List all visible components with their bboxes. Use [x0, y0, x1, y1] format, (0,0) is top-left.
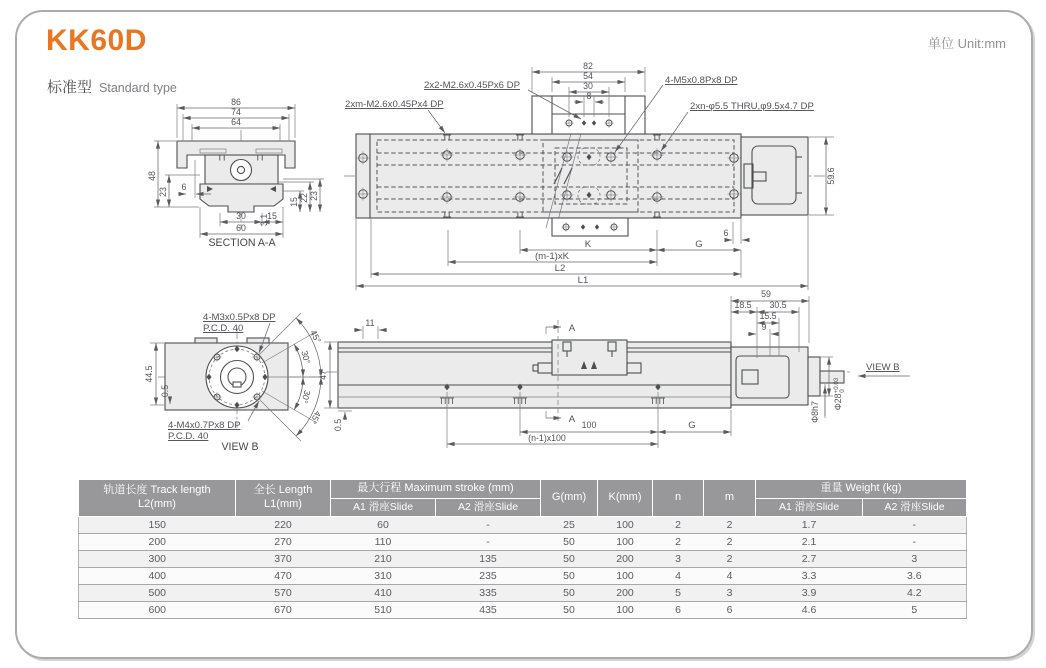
table-cell: 2	[704, 533, 756, 550]
table-row	[79, 567, 967, 584]
table-cell: 5	[863, 601, 967, 618]
angle-label: 30°	[299, 349, 313, 365]
dim-label: (m-1)xK	[534, 251, 570, 262]
table-cell: 3.9	[756, 584, 863, 601]
col-max-stroke: 最大行程 Maximum stroke (mm)	[331, 480, 541, 499]
table-cell: 2	[704, 516, 756, 533]
table-cell: 6	[653, 601, 704, 618]
dim-label: 30	[236, 211, 246, 221]
table-cell: -	[863, 533, 967, 550]
table-cell: 500	[79, 584, 236, 601]
table-cell: 2.7	[756, 550, 863, 567]
col-track-length: 轨道长度 Track length L2(mm)	[79, 480, 236, 517]
col-weight-a1: A1 滑座Slide	[756, 498, 863, 516]
table-cell: -	[436, 533, 541, 550]
shaft-diameter-label: Φ8h7	[810, 401, 820, 423]
col-weight: 重量 Weight (kg)	[756, 480, 967, 499]
dim-label: 15	[289, 197, 299, 207]
table-cell: 470	[236, 567, 331, 584]
dim-label: 0.5	[160, 384, 170, 398]
dim-label: 100	[581, 420, 597, 430]
table-cell: 3	[653, 550, 704, 567]
table-row	[79, 601, 967, 618]
dim-label: K	[584, 239, 592, 250]
table-cell: 60	[331, 516, 436, 533]
angle-label: 45°	[308, 409, 324, 426]
table-cell: 4	[653, 567, 704, 584]
col-stroke-a2: A2 滑座Slide	[436, 498, 541, 516]
table-cell: 200	[598, 550, 653, 567]
table-body	[79, 516, 967, 618]
dim-label: 15	[267, 211, 277, 221]
col-total-length: 全长 Length L1(mm)	[236, 480, 331, 517]
table-cell: 25	[541, 516, 598, 533]
table-cell: 220	[236, 516, 331, 533]
col-m: m	[704, 480, 756, 517]
table-cell: 100	[598, 567, 653, 584]
dim-label: 82	[583, 61, 593, 71]
dim-label: 6	[723, 228, 729, 238]
dim-label: 9	[761, 322, 767, 332]
col-g: G(mm)	[541, 480, 598, 517]
subtitle-cn: 标准型	[47, 79, 93, 96]
thread-callout: 2x2-M2.6x0.45Px6 DP	[424, 80, 520, 91]
dim-label: 23	[309, 191, 319, 201]
dim-label: 64	[231, 117, 241, 127]
dim-label: 59.6	[826, 167, 836, 185]
subtitle-en: Standard type	[99, 81, 177, 95]
dim-label: 22	[299, 193, 309, 203]
col-n: n	[653, 480, 704, 517]
table-cell: 435	[436, 601, 541, 618]
table-cell: 370	[236, 550, 331, 567]
hole-callout: 2xn-φ5.5 THRU,φ9.5x4.7 DP	[690, 101, 814, 112]
dim-label: G	[695, 239, 703, 250]
dim-label: (n-1)x100	[528, 433, 566, 443]
dim-label: 54	[583, 71, 593, 81]
table-cell: 150	[79, 516, 236, 533]
shaft-diameter-label: $\Phi 28^{+0.03}0$	[832, 377, 847, 411]
dim-label: 44.5	[144, 365, 154, 383]
dim-label: 30.5	[769, 300, 787, 310]
table-cell: 510	[331, 601, 436, 618]
end-view-drawing	[731, 289, 910, 423]
table-cell: 2	[653, 533, 704, 550]
col-weight-a2: A2 滑座Slide	[863, 498, 967, 516]
dim-label: 0.5	[333, 418, 343, 432]
view-b-flange-drawing	[144, 312, 323, 453]
section-caption: SECTION A-A	[208, 237, 276, 249]
table-cell: -	[863, 516, 967, 533]
pcd-label: P.C.D. 40	[168, 431, 209, 442]
table-cell: 50	[541, 550, 598, 567]
table-cell: 410	[331, 584, 436, 601]
table-row	[79, 516, 967, 533]
thread-callout: 4-M3x0.5Px8 DP	[203, 312, 276, 323]
dim-label: 18.5	[734, 300, 752, 310]
dim-label: 48	[147, 171, 157, 181]
table-cell: 50	[541, 601, 598, 618]
section-marker: A	[568, 414, 576, 425]
table-header	[79, 480, 967, 517]
thread-callout: 4-M4x0.7Px8 DP	[168, 420, 241, 431]
table-cell: -	[436, 516, 541, 533]
spec-table	[78, 479, 967, 619]
table-cell: 310	[331, 567, 436, 584]
dim-label: 30	[583, 81, 593, 91]
table-row	[79, 584, 967, 601]
dim-label: 8	[586, 91, 592, 101]
thread-callout: 2xm-M2.6x0.45Px4 DP	[345, 99, 444, 110]
dim-label: L1	[577, 275, 589, 286]
section-aa-drawing	[147, 97, 324, 249]
table-cell: 600	[79, 601, 236, 618]
table-row	[79, 533, 967, 550]
dim-label: 59	[761, 289, 771, 299]
table-cell: 1.7	[756, 516, 863, 533]
col-k: K(mm)	[598, 480, 653, 517]
table-cell: 4	[704, 567, 756, 584]
dim-label: 15.5	[759, 311, 777, 321]
table-cell: 200	[598, 584, 653, 601]
table-cell: 3	[704, 584, 756, 601]
dim-label: 47	[318, 370, 328, 380]
table-cell: 4.2	[863, 584, 967, 601]
table-cell: 100	[598, 601, 653, 618]
dim-label: 11	[365, 318, 375, 328]
dim-label: 74	[231, 107, 241, 117]
table-cell: 210	[331, 550, 436, 567]
table-cell: 50	[541, 533, 598, 550]
table-cell: 100	[598, 516, 653, 533]
table-cell: 270	[236, 533, 331, 550]
table-cell: 2.1	[756, 533, 863, 550]
view-caption: VIEW B	[221, 441, 259, 453]
view-label: VIEW B	[866, 362, 900, 373]
table-cell: 400	[79, 567, 236, 584]
table-cell: 135	[436, 550, 541, 567]
table-cell: 4.6	[756, 601, 863, 618]
page-title: KK60D	[46, 24, 147, 57]
table-cell: 6	[704, 601, 756, 618]
table-cell: 335	[436, 584, 541, 601]
table-cell: 100	[598, 533, 653, 550]
table-cell: 3.3	[756, 567, 863, 584]
dim-label: 60	[236, 223, 246, 233]
col-stroke-a1: A1 滑座Slide	[331, 498, 436, 516]
angle-label: 45°	[308, 328, 324, 345]
table-cell: 2	[653, 516, 704, 533]
table-cell: 2	[704, 550, 756, 567]
pcd-label: P.C.D. 40	[203, 323, 244, 334]
table-cell: 50	[541, 584, 598, 601]
dim-label: G	[688, 420, 696, 431]
table-row	[79, 550, 967, 567]
table-cell: 5	[653, 584, 704, 601]
dim-label: 86	[231, 97, 241, 107]
thread-callout: 4-M5x0.8Px8 DP	[665, 75, 738, 86]
section-marker: A	[568, 323, 576, 334]
dim-label: L2	[554, 263, 566, 274]
table-cell: 300	[79, 550, 236, 567]
table-cell: 3.6	[863, 567, 967, 584]
table-cell: 235	[436, 567, 541, 584]
table-cell: 570	[236, 584, 331, 601]
dim-label: 23	[158, 187, 168, 197]
table-cell: 670	[236, 601, 331, 618]
dim-label: 3.1	[259, 213, 269, 227]
angle-label: 30°	[299, 389, 313, 405]
table-cell: 200	[79, 533, 236, 550]
unit-note: 单位 Unit:mm	[927, 36, 1006, 51]
dim-label: 6	[181, 182, 187, 192]
table-cell: 50	[541, 567, 598, 584]
table-cell: 110	[331, 533, 436, 550]
table-cell: 3	[863, 550, 967, 567]
top-view-drawing	[344, 61, 836, 290]
